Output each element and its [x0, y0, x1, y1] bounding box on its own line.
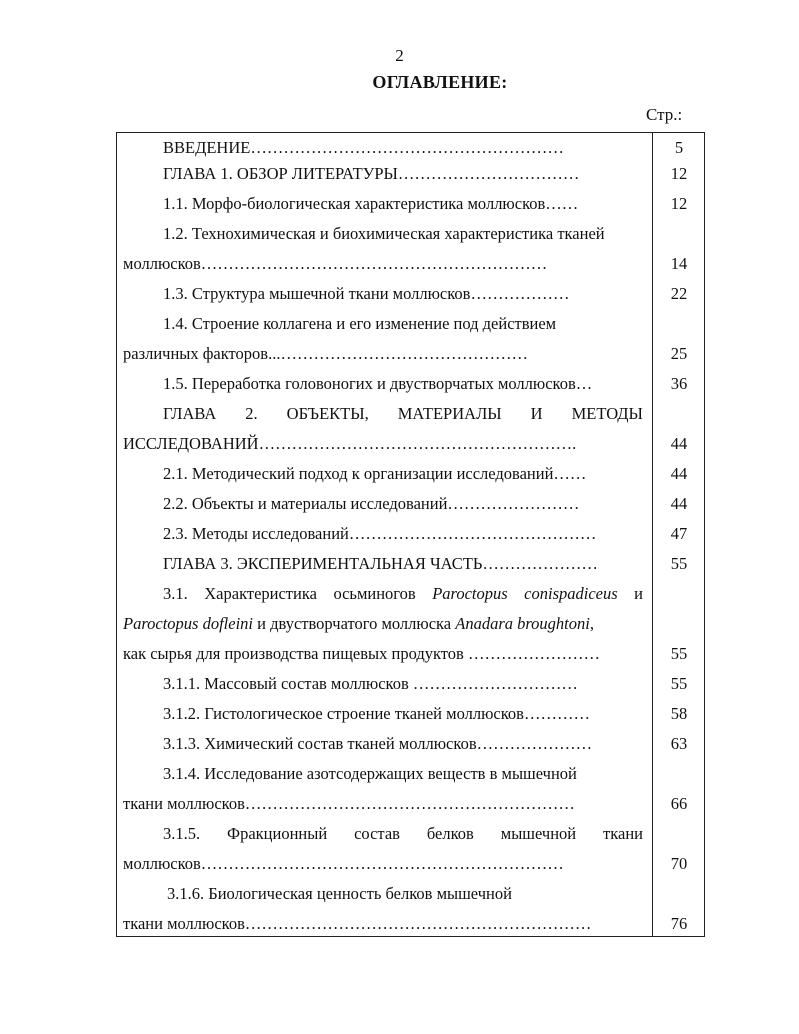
species-name: Anadara broughtoni [455, 614, 590, 633]
word: МАТЕРИАЛЫ [397, 404, 502, 423]
toc-entry-chapter-3 [117, 549, 706, 579]
toc-entry-3-1-5-cont [117, 849, 706, 879]
toc-entry-page: 55 [670, 674, 688, 693]
toc-entry-text [123, 609, 594, 639]
word: состав [354, 824, 400, 843]
toc-entry-2-1 [117, 459, 706, 489]
toc-entry-text: ИССЛЕДОВАНИЙ…………………………………………………. [123, 434, 577, 453]
toc-entry-page: 36 [670, 374, 688, 393]
toc-entry-page: 58 [670, 704, 688, 723]
species-name: Paroctopus [432, 584, 508, 603]
toc-entry-text: 2.1. Методический подход к организации исследований…… [163, 464, 587, 483]
toc-entry-page: 5 [674, 138, 684, 157]
toc-entry-page: 12 [670, 164, 688, 183]
document-title: ОГЛАВЛЕНИЕ: [372, 72, 508, 92]
toc-entry-text: 1.2. Технохимическая и биохимическая характеристика тканей [163, 224, 605, 243]
toc-entry-page: 44 [670, 464, 688, 483]
text-segment: , [589, 614, 594, 633]
toc-entry-page: 25 [670, 344, 688, 363]
toc-entry-text: моллюсков……………………………………………………… [123, 254, 548, 273]
toc-entry-2-2 [117, 489, 706, 519]
word: 3.1.5. [163, 824, 201, 843]
word: 2. [245, 404, 258, 423]
toc-entry-page: 14 [670, 254, 688, 273]
word: мышечной [500, 824, 577, 843]
toc-entry-text [163, 399, 643, 429]
toc-entry-text: 2.2. Объекты и материалы исследований…………………… [163, 494, 580, 513]
toc-entry-3-1-cont [117, 609, 706, 639]
toc-entry-text: ГЛАВА 3. ЭКСПЕРИМЕНТАЛЬНАЯ ЧАСТЬ………………… [163, 554, 598, 573]
toc-entry-chapter-2 [117, 399, 706, 429]
toc-entry-1-4 [117, 309, 706, 339]
toc-entry-text: ткани моллюсков……………………………………………………… [123, 914, 592, 933]
toc-entry-3-1-2 [117, 699, 706, 729]
word: и [634, 584, 643, 603]
toc-entry-page: 76 [670, 914, 688, 933]
toc-entry-1-5 [117, 369, 706, 399]
toc-entry-3-1-5 [117, 819, 706, 849]
word: МЕТОДЫ [571, 404, 643, 423]
toc-entry-text: 3.1.1. Массовый состав моллюсков ………………………… [163, 674, 578, 693]
toc-entry-text: 1.5. Переработка головоногих и двустворчатых моллюсков… [163, 374, 593, 393]
toc-entry-page: 70 [670, 854, 688, 873]
toc-entry-3-1-1 [117, 669, 706, 699]
toc-entry-3-1-6 [117, 879, 706, 909]
word: Характеристика [204, 584, 317, 603]
toc-entry-3-1 [117, 579, 706, 609]
toc-entry-text: 1.4. Строение коллагена и его изменение под действием [163, 314, 557, 333]
toc-entry-3-1-cont-2 [117, 639, 706, 669]
species-name: Paroctopus dofleini [123, 614, 254, 633]
toc-entry-text: как сырья для производства пищевых продуктов …………………… [123, 644, 600, 663]
toc-entry-2-3 [117, 519, 706, 549]
word: ГЛАВА [163, 404, 217, 423]
toc-entry-page: 47 [670, 524, 688, 543]
word: осьминогов [333, 584, 416, 603]
toc-entry-page: 44 [670, 494, 688, 513]
toc-entry-page: 22 [670, 284, 688, 303]
toc-entry-text [163, 579, 643, 609]
toc-entry-page: 55 [670, 644, 688, 663]
toc-entry-page: 12 [670, 194, 688, 213]
toc-entry-chapter-2-cont [117, 429, 706, 459]
toc-entry-text: ВВЕДЕНИЕ………………………………………………… [163, 138, 564, 157]
toc-entry-page: 63 [670, 734, 688, 753]
toc-entry-text: 1.1. Морфо-биологическая характеристика моллюсков…… [163, 194, 579, 213]
word: ОБЪЕКТЫ, [286, 404, 369, 423]
toc-entry-3-1-4 [117, 759, 706, 789]
species-name: conispadiceus [524, 584, 618, 603]
toc-entry-1-2-cont [117, 249, 706, 279]
page-column-header: Стр.: [646, 105, 683, 124]
toc-entry-text: 3.1.3. Химический состав тканей моллюсков………………… [163, 734, 593, 753]
toc-entry-text: моллюсков………………………………………………………… [123, 854, 564, 873]
toc-entry-text: 3.1.4. Исследование азотсодержащих веществ в мышечной [163, 764, 577, 783]
toc-entry-1-1 [117, 189, 706, 219]
word: Фракционный [227, 824, 328, 843]
toc-entry-3-1-3 [117, 729, 706, 759]
text-segment: и двустворчатого моллюска [253, 614, 456, 633]
word: И [530, 404, 543, 423]
toc-entry-1-4-cont [117, 339, 706, 369]
table-of-contents [116, 132, 705, 937]
toc-entry-3-1-6-cont [117, 909, 706, 939]
toc-entry-text: 2.3. Методы исследований……………………………………… [163, 524, 597, 543]
toc-entry-chapter-1 [117, 159, 706, 189]
toc-entry-text: 3.1.2. Гистологическое строение тканей моллюсков………… [163, 704, 590, 723]
toc-entry-text: различных факторов...……………………………………… [123, 344, 528, 363]
word: 3.1. [163, 584, 188, 603]
word: белков [426, 824, 474, 843]
word: ткани [603, 824, 643, 843]
toc-entry-text: 1.3. Структура мышечной ткани моллюсков……………… [163, 284, 570, 303]
toc-entry-text: 3.1.6. Биологическая ценность белков мышечной [167, 884, 512, 903]
toc-entry-page: 55 [670, 554, 688, 573]
toc-entry-page: 44 [670, 434, 688, 453]
page-number: 2 [395, 46, 404, 65]
toc-entry-text: ГЛАВА 1. ОБЗОР ЛИТЕРАТУРЫ…………………………… [163, 164, 580, 183]
toc-entry-text: ткани моллюсков…………………………………………………… [123, 794, 575, 813]
toc-entry-1-2 [117, 219, 706, 249]
toc-entry-3-1-4-cont [117, 789, 706, 819]
toc-entry-page: 66 [670, 794, 688, 813]
toc-entry-text [163, 819, 643, 849]
toc-entry-1-3 [117, 279, 706, 309]
